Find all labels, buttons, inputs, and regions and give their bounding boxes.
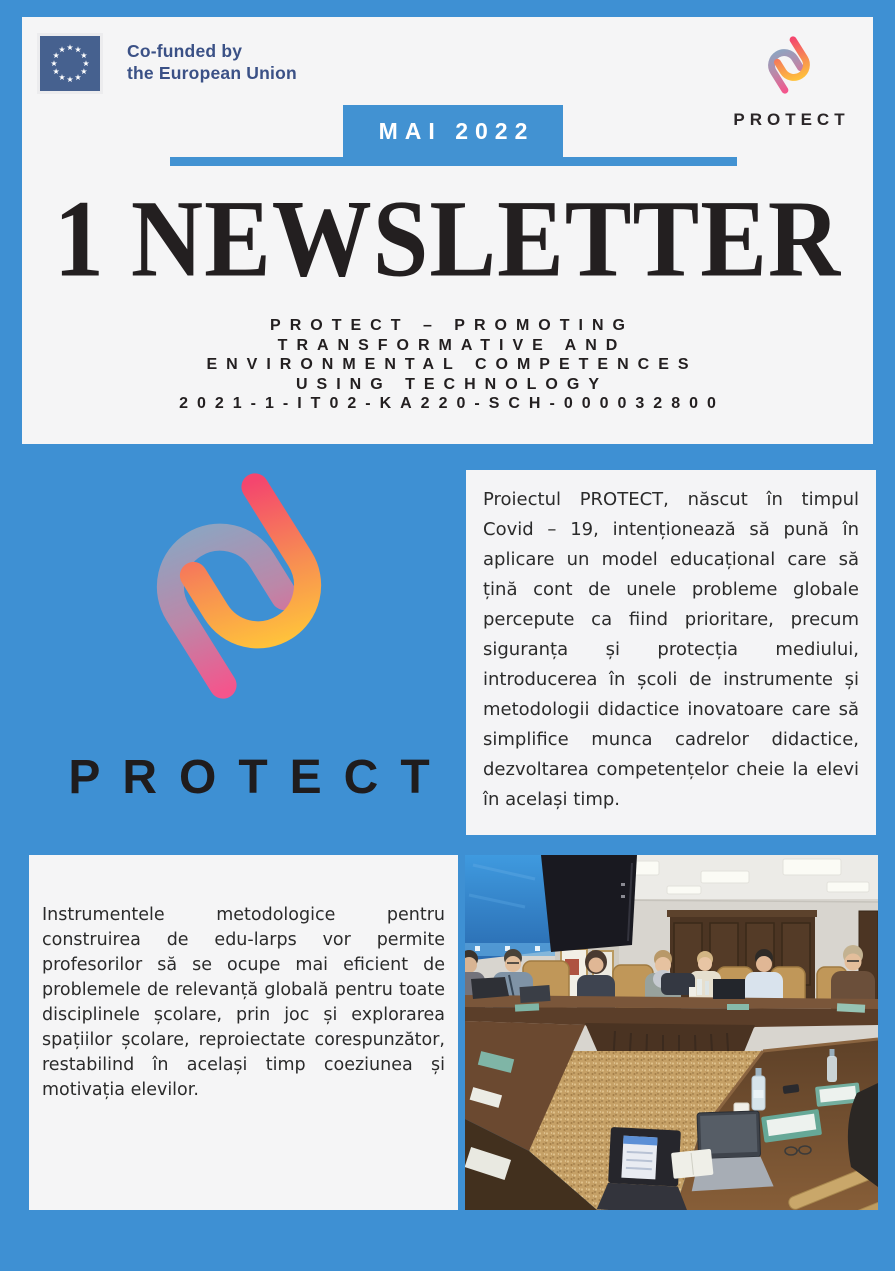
tools-paragraph: Instrumentele metodologice pentru construirea de edu-larps vor permite profesorilor să se ocupe mai eficient de problemele de relevanță globală pentru toate disciplinele școlare, prin joc și explorarea spațiilor școlare, reproiectate corespunzător, restabilind în același timp coeziunea și motivația elevilor.	[42, 905, 445, 1100]
project-subtitle	[22, 316, 873, 414]
meeting-photo-illustration	[465, 855, 878, 1210]
masthead	[22, 17, 873, 444]
eu-badge-line2: the European Union	[127, 63, 297, 83]
protect-brand	[723, 35, 855, 130]
eu-flag-icon	[37, 33, 103, 94]
subtitle-line: TRANSFORMATIVE AND	[277, 336, 627, 354]
tv-screen	[541, 855, 637, 952]
intro-paragraph: Proiectul PROTECT, născut în timpul Covid – 19, intenționează să pună în aplicare un model educațional care să țină cont de unele probleme globale percepute ca fiind prioritare, precum siguranța și protecția mediului, introducerea în școli de instrumente și metodologii didactice inovatoare care să simplifice munca cadrelor didactice, dezvoltarea competențelor cheie la elevi în același timp.	[483, 489, 859, 810]
eu-badge-line1: Co-funded by	[127, 41, 243, 61]
eu-cofunded-badge	[37, 33, 297, 94]
newsletter-title: 1 NEWSLETTER	[53, 177, 842, 300]
subtitle-line: USING TECHNOLOGY	[295, 375, 608, 393]
protect-logo-large-icon	[118, 468, 360, 704]
banner-rule	[170, 157, 737, 166]
protect-brand-wordmark: PROTECT	[733, 110, 850, 129]
tools-card	[29, 855, 458, 1210]
protect-wordmark-large: PROTECT	[68, 751, 452, 804]
protect-logo-icon	[758, 35, 820, 95]
meeting-photo	[465, 855, 878, 1210]
eu-badge-text	[127, 33, 297, 84]
subtitle-line: ENVIRONMENTAL COMPETENCES	[206, 356, 698, 373]
subtitle-line: 2021-1-IT02-KA220-SCH-000032800	[179, 395, 725, 412]
subtitle-line: PROTECT – PROMOTING	[270, 317, 634, 334]
intro-card	[466, 470, 876, 835]
issue-date-banner: MAI 2022	[343, 105, 563, 157]
